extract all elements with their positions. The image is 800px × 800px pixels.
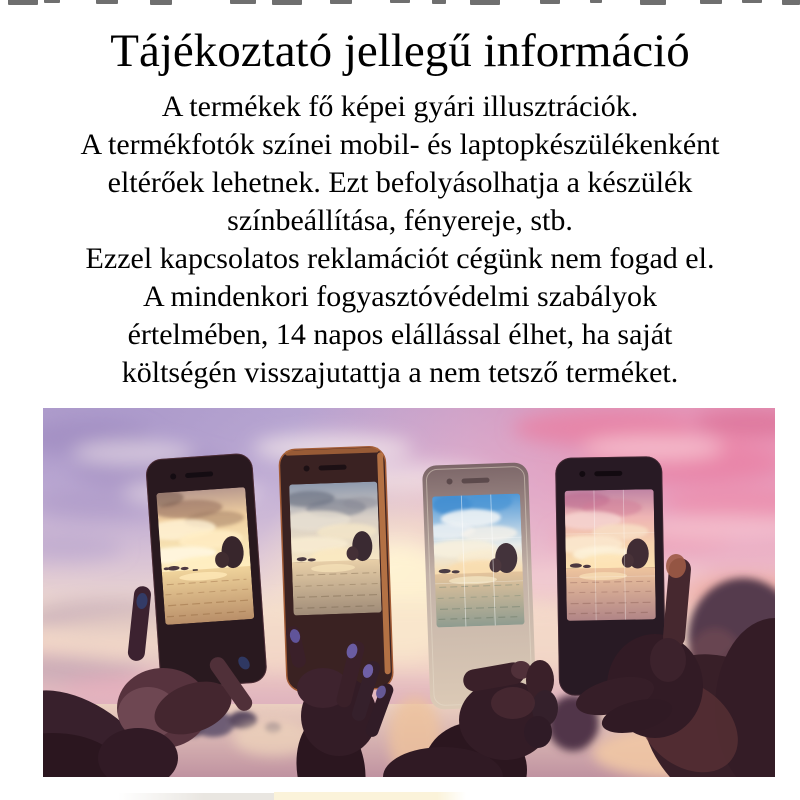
phone-2-speaker bbox=[318, 465, 346, 471]
cropped-image-remnant-right bbox=[274, 792, 466, 800]
product-photo bbox=[43, 408, 775, 777]
notice-line-1: A termékek fő képei gyári illusztrációk. bbox=[161, 90, 639, 124]
thumb-tip bbox=[666, 554, 686, 578]
cropped-image-remnant-left bbox=[118, 793, 274, 800]
notice-line-4: színbeállítása, fényereje, stb. bbox=[227, 204, 573, 238]
notice-line-3: eltérőek lehetnek. Ezt befolyásolhatja a készülék bbox=[107, 166, 693, 200]
notice-text bbox=[0, 88, 800, 392]
notice-line-5: Ezzel kapcsolatos reklamációt cégünk nem fogad el. bbox=[85, 242, 715, 276]
cropped-text-remnant-top bbox=[0, 0, 800, 7]
notice-line-6: A mindenkori fogyasztóvédelmi szabályok bbox=[142, 280, 658, 314]
phone-3-speaker bbox=[461, 478, 489, 484]
phone-4-speaker bbox=[594, 471, 622, 476]
notice-line-2: A termékfotók színei mobil- és laptopkészülékenként bbox=[80, 128, 720, 162]
notice-line-7: értelmében, 14 napos elállással élhet, ha saját bbox=[127, 318, 673, 352]
phone-3-screen bbox=[422, 491, 525, 628]
notice-line-8: költségén visszajutattja a nem tetsző terméket. bbox=[121, 356, 679, 390]
page-title: Tájékoztató jellegű információ bbox=[110, 25, 690, 77]
